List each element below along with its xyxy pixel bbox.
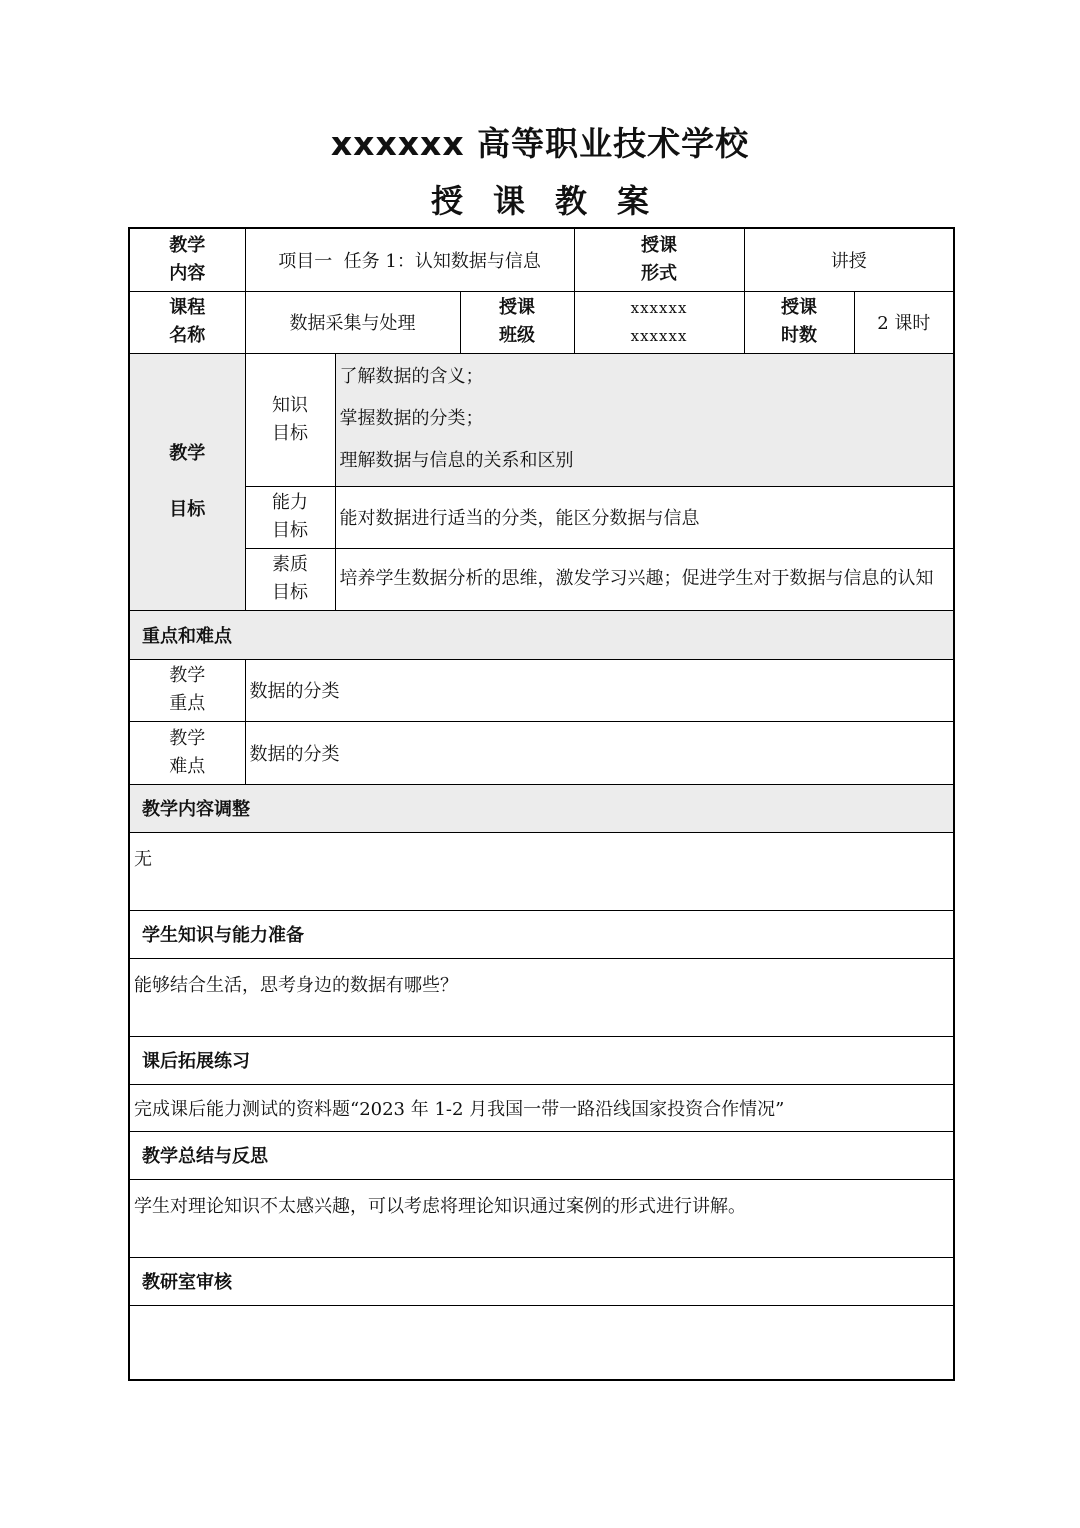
course-label: 课程 名称 <box>129 291 245 353</box>
difficulty-label: 教学 难点 <box>129 721 245 784</box>
knowledge-label: 知识 目标 <box>245 353 335 486</box>
school-name: xxxxxx 高等职业技术学校 <box>330 124 750 163</box>
knowledge-items <box>335 353 954 486</box>
table-row-review <box>129 1305 954 1380</box>
table-row-course <box>129 291 954 353</box>
table-row-keypoints-heading <box>129 610 954 659</box>
ability-value: 能对数据进行适当的分类，能区分数据与信息 <box>335 486 954 548</box>
review-value <box>129 1305 954 1380</box>
form-value: 讲授 <box>744 228 954 291</box>
adjustment-heading: 教学内容调整 <box>129 784 954 832</box>
review-heading: 教研室审核 <box>129 1257 954 1305</box>
knowledge-item: 了解数据的含义； <box>339 365 484 387</box>
table-row-reflection <box>129 1179 954 1257</box>
objectives-label: 教学 目标 <box>129 353 245 610</box>
table-row-difficulty <box>129 721 954 784</box>
table-row-adjustment <box>129 832 954 910</box>
exercise-heading: 课后拓展练习 <box>129 1036 954 1084</box>
table-row-reflection-heading <box>129 1131 954 1179</box>
lesson-plan-table <box>128 227 955 1381</box>
content-value: 项目一 任务 1：认知数据与信息 <box>245 228 574 291</box>
table-row-knowledge <box>129 353 954 486</box>
reflection-heading: 教学总结与反思 <box>129 1131 954 1179</box>
difficulty-value: 数据的分类 <box>245 721 954 784</box>
quality-label: 素质 目标 <box>245 548 335 610</box>
table-row-ability <box>129 486 954 548</box>
hours-value: 2 课时 <box>854 291 954 353</box>
keypoints-heading: 重点和难点 <box>129 610 954 659</box>
document-title: 授课教案 <box>430 182 679 220</box>
quality-value: 培养学生数据分析的思维，激发学习兴趣；促进学生对于数据与信息的认知 <box>335 548 954 610</box>
table-row-adjustment-heading <box>129 784 954 832</box>
table-row-preparation <box>129 958 954 1036</box>
ability-label: 能力 目标 <box>245 486 335 548</box>
table-row-exercise <box>129 1084 954 1131</box>
table-row-content <box>129 228 954 291</box>
form-label: 授课 形式 <box>574 228 744 291</box>
reflection-value: 学生对理论知识不太感兴趣，可以考虑将理论知识通过案例的形式进行讲解。 <box>129 1179 954 1257</box>
exercise-value: 完成课后能力测试的资料题“2023 年 1-2 月我国一带一路沿线国家投资合作情况” <box>129 1084 954 1131</box>
table-row-quality <box>129 548 954 610</box>
table-row-preparation-heading <box>129 910 954 958</box>
adjustment-value: 无 <box>129 832 954 910</box>
preparation-heading: 学生知识与能力准备 <box>129 910 954 958</box>
course-value: 数据采集与处理 <box>245 291 460 353</box>
knowledge-item: 掌握数据的分类； <box>339 407 484 429</box>
table-row-exercise-heading <box>129 1036 954 1084</box>
content-label: 教学 内容 <box>129 228 245 291</box>
hours-label: 授课 时数 <box>744 291 854 353</box>
knowledge-item: 理解数据与信息的关系和区别 <box>339 449 574 471</box>
class-label: 授课 班级 <box>460 291 574 353</box>
table-row-focus <box>129 659 954 721</box>
preparation-value: 能够结合生活，思考身边的数据有哪些？ <box>129 958 954 1036</box>
class-value: xxxxxx xxxxxx <box>574 291 744 353</box>
table-row-review-heading <box>129 1257 954 1305</box>
focus-value: 数据的分类 <box>245 659 954 721</box>
focus-label: 教学 重点 <box>129 659 245 721</box>
